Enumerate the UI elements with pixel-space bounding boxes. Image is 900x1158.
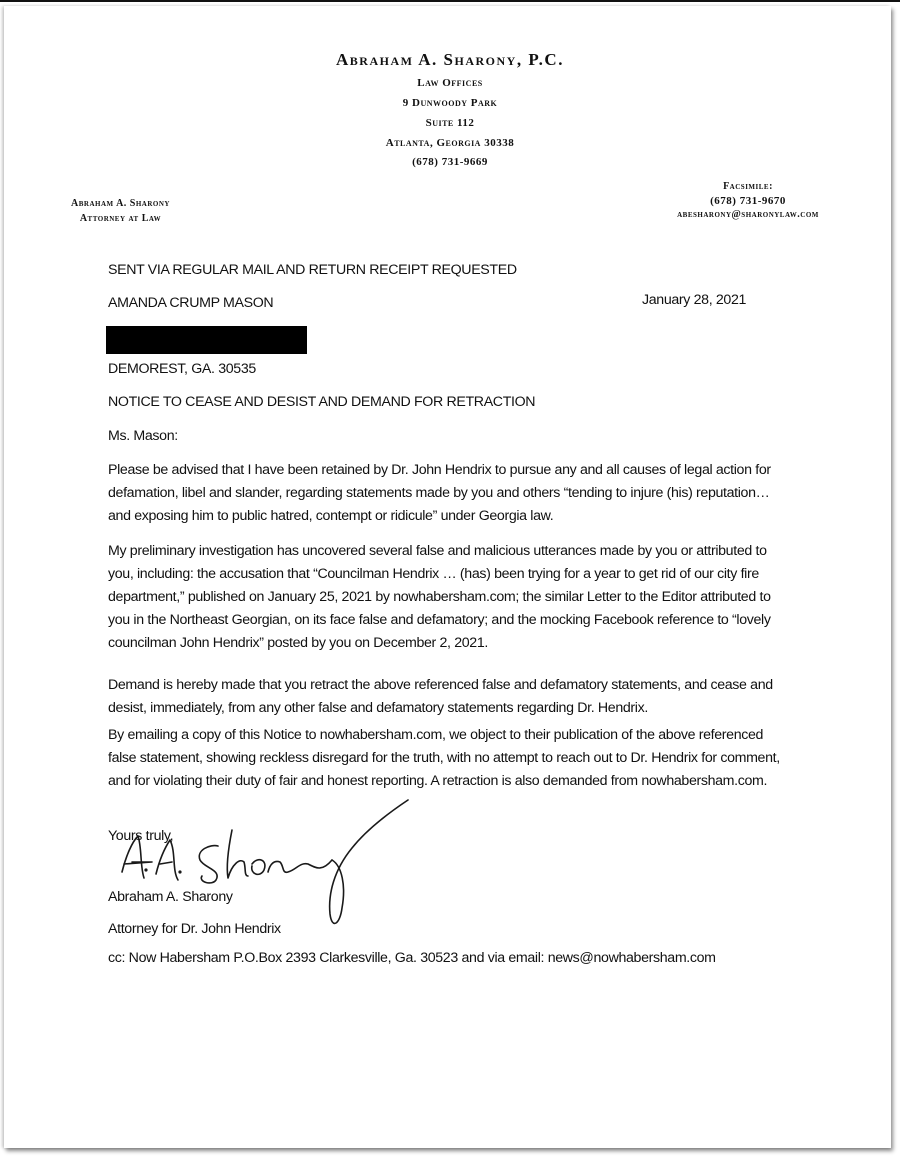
letterhead-phone: (678) 731-9669 (412, 156, 488, 168)
attorney-title: Attorney at Law (79, 213, 162, 224)
top-border-rule (0, 0, 900, 2)
fax-label: Facsimile: (723, 181, 773, 192)
paragraph-investigation: My preliminary investigation has uncovered several false and malicious utterances made by you or attributed to you, including: the accusation that “Councilman Hendrix … (has) been trying for a year to get rid of our city fire department,” published on January 25, 2021 by nowhabersham.com; the similar Letter to the Editor attributed to you in the Northeast Georgian, on its face false and defamatory; and the mocking Facebook reference to “lovely councilman John Hendrix” posted by you on December 2, 2021. (108, 543, 771, 651)
salutation: Ms. Mason: (108, 428, 178, 444)
redacted-address (106, 326, 307, 354)
signer-name: Abraham A. Sharony (108, 889, 233, 905)
recipient-name: AMANDA CRUMP MASON (108, 295, 274, 311)
letter-subject: NOTICE TO CEASE AND DESIST AND DEMAND FOR RETRACTION (108, 394, 536, 410)
delivery-method: SENT VIA REGULAR MAIL AND RETURN RECEIPT REQUESTED (108, 262, 517, 278)
fax-number: (678) 731-9670 (710, 195, 786, 207)
paragraph-demand: Demand is hereby made that you retract the above referenced false and defamatory statements, and cease and desist, immediately, from any other false and defamatory statements regarding Dr. Hendrix. (108, 677, 773, 716)
paragraph-retained: Please be advised that I have been retained by Dr. John Hendrix to pursue any and all causes of legal action for defamation, libel and slander, regarding statements made by you and others “tending to injure (his) reputation…and exposing him to public hatred, contempt or ridicule” under Georgia law. (108, 462, 771, 524)
letter-date: January 28, 2021 (642, 292, 747, 308)
paragraph-nowhabersham: By emailing a copy of this Notice to nowhabersham.com, we object to their publication of the above referenced false statement, showing reckless disregard for the truth, with no attempt to reach out to Dr. Hendrix for comment, and for violating their duty of fair and honest reporting. A retraction is also demanded from nowhabersham.com. (108, 727, 780, 789)
signer-title: Attorney for Dr. John Hendrix (108, 921, 281, 937)
closing: Yours truly, (108, 828, 174, 844)
email-address: abesharony@sharonylaw.com (677, 209, 819, 220)
letterhead-street: 9 Dunwoody Park (402, 97, 498, 109)
attorney-name: Abraham A. Sharony (71, 198, 170, 209)
recipient-city: DEMOREST, GA. 30535 (108, 361, 256, 377)
cc-line: cc: Now Habersham P.O.Box 2393 Clarkesville, Ga. 30523 and via email: news@nowhabersham.com (108, 950, 716, 966)
letterhead-city: Atlanta, Georgia 30338 (385, 137, 515, 149)
contact-block (648, 180, 848, 222)
letterhead-law-offices: Law Offices (417, 77, 483, 89)
signature-scribble-icon (112, 790, 452, 940)
attorney-block (48, 196, 193, 226)
firm-name: Abraham A. Sharony, P.C. (336, 50, 564, 69)
letterhead-suite: Suite 112 (425, 117, 475, 129)
